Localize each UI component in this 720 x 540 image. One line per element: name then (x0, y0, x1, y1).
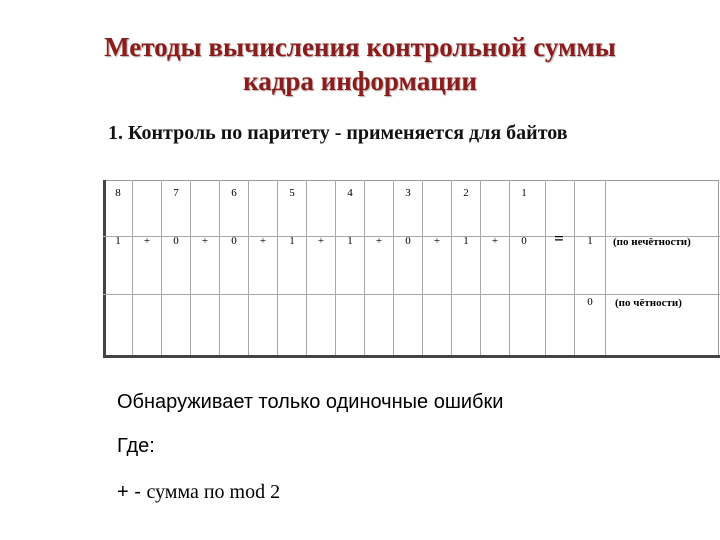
grid-vline (364, 180, 365, 355)
plus-sign: + (143, 235, 151, 247)
plus-sign: + (375, 235, 383, 247)
title-line-1: Методы вычисления контрольной суммы (104, 32, 616, 62)
grid-vline (545, 180, 546, 355)
parity-odd-note: (по нечётности) (613, 236, 691, 248)
bit-header-4: 4 (347, 187, 353, 199)
parity-table (103, 180, 720, 358)
bit-value: 0 (231, 235, 237, 247)
bit-header-1: 1 (521, 187, 527, 199)
grid-vline (509, 180, 510, 355)
parity-even-value: 0 (587, 296, 593, 308)
bit-value: 1 (463, 235, 469, 247)
grid-vline (190, 180, 191, 355)
grid-vline (277, 180, 278, 355)
body-line-1: Обнаруживает только одиночные ошибки (117, 391, 504, 413)
bit-header-6: 6 (231, 187, 237, 199)
grid-vline (248, 180, 249, 355)
bit-header-7: 7 (173, 187, 179, 199)
grid-vline (161, 180, 162, 355)
table-shadow-bottom (103, 355, 720, 358)
title-line-2: кадра информации (243, 66, 477, 96)
plus-sign: + (433, 235, 441, 247)
grid-vline (219, 180, 220, 355)
plus-sign: + (201, 235, 209, 247)
equals-sign: = (554, 229, 564, 248)
bit-value: 0 (173, 235, 179, 247)
body-line-3 (117, 481, 280, 504)
body-line-3-prefix: + - (117, 481, 147, 503)
table-frame (103, 180, 719, 355)
bit-value: 1 (115, 235, 121, 247)
bit-header-3: 3 (405, 187, 411, 199)
bit-header-2: 2 (463, 187, 469, 199)
bit-value: 1 (289, 235, 295, 247)
grid-vline (132, 180, 133, 355)
parity-even-note: (по чётности) (615, 297, 682, 309)
grid-vline (605, 180, 606, 355)
bit-header-8: 8 (115, 187, 121, 199)
bit-value: 0 (405, 235, 411, 247)
body-line-3-rest: сумма по mod 2 (146, 481, 281, 503)
body-line-2: Где: (117, 435, 155, 457)
plus-sign: + (259, 235, 267, 247)
bit-value: 0 (521, 235, 527, 247)
plus-sign: + (317, 235, 325, 247)
subtitle: 1. Контроль по паритету - применяется для байтов (108, 122, 568, 144)
slide-title (0, 30, 720, 98)
grid-vline (451, 180, 452, 355)
table-shadow-left (103, 180, 106, 358)
parity-odd-value: 1 (587, 235, 593, 247)
grid-vline (422, 180, 423, 355)
grid-vline (480, 180, 481, 355)
grid-vline (393, 180, 394, 355)
grid-vline (306, 180, 307, 355)
bit-header-5: 5 (289, 187, 295, 199)
bit-value: 1 (347, 235, 353, 247)
plus-sign: + (491, 235, 499, 247)
grid-vline (574, 180, 575, 355)
grid-vline (335, 180, 336, 355)
